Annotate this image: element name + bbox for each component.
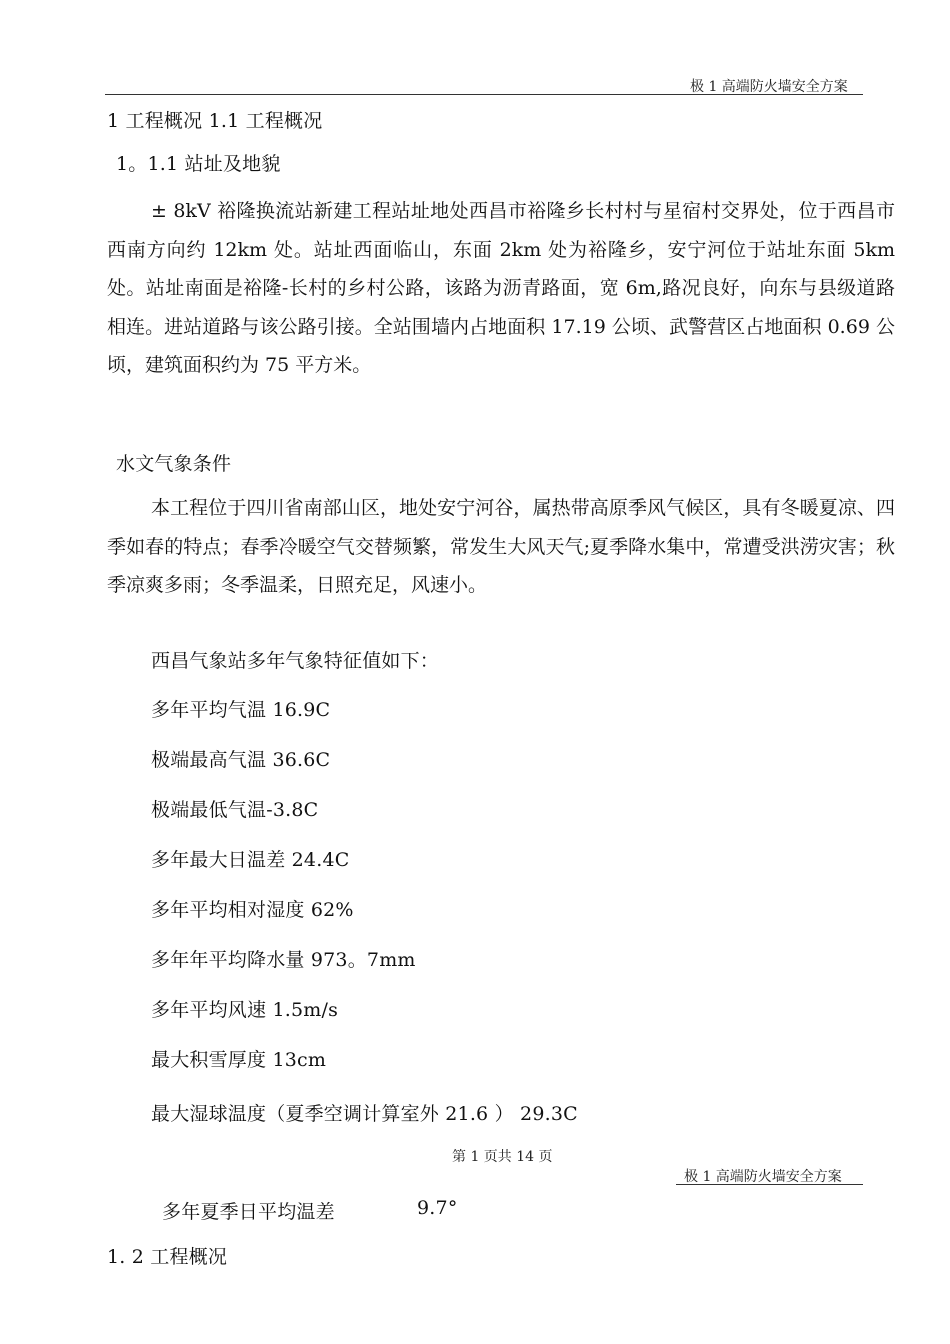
stat-item: 最大湿球温度（夏季空调计算室外 21.6 ） 29.3C — [151, 1103, 578, 1125]
stat-item: 极端最低气温-3.8C — [151, 799, 319, 821]
subsection-site-heading: 1。1.1 站址及地貌 — [116, 153, 281, 175]
stat-item: 多年平均相对湿度 62% — [151, 899, 354, 921]
next-page-header-rule — [676, 1184, 863, 1185]
page-footer: 第 1 页共 14 页 — [452, 1149, 553, 1165]
stats-intro: 西昌气象站多年气象特征值如下： — [151, 650, 440, 672]
header-rule — [105, 94, 863, 95]
stat-item: 极端最高气温 36.6C — [151, 749, 331, 771]
subsection-hydro-heading: 水文气象条件 — [116, 453, 232, 475]
stat-item: 多年平均气温 16.9C — [151, 699, 331, 721]
site-paragraph: ± 8kV 裕隆换流站新建工程站址地处西昌市裕隆乡长村村与星宿村交界处，位于西昌市西南方向约 12km 处。站址西面临山，东面 2km 处为裕隆乡，安宁河位于站址东面 5km 处。站址南面是裕隆-长村的乡村公路，该路为沥青路面，宽 6m,路况良好，向东与县级道路相连。进站道路与该公路引接。全站围墙内占地面积 17.19 公顷、武警营区占地面积 0.69 公顷，建筑面积约为 75 平方米。 — [107, 200, 895, 376]
header-title: 极 1 高端防火墙安全方案 — [690, 79, 848, 95]
stat-item: 多年年平均降水量 973。7mm — [151, 949, 416, 971]
stat-item: 多年最大日温差 24.4C — [151, 849, 350, 871]
stat-item: 多年平均风速 1.5m/s — [151, 999, 339, 1021]
stat-item: 最大积雪厚度 13cm — [151, 1049, 327, 1071]
section-heading: 1 工程概况 1.1 工程概况 — [107, 110, 323, 132]
next-page-header-title: 极 1 高端防火墙安全方案 — [684, 1169, 842, 1185]
summer-temp-label: 多年夏季日平均温差 — [162, 1201, 335, 1223]
summer-temp-value: 9.7° — [417, 1197, 458, 1219]
next-section-heading: 1. 2 工程概况 — [107, 1246, 228, 1268]
climate-paragraph: 本工程位于四川省南部山区，地处安宁河谷，属热带高原季风气候区，具有冬暖夏凉、四季如春的特点；春季冷暖空气交替频繁，常发生大风天气;夏季降水集中，常遭受洪涝灾害；秋季凉爽多雨；冬季温柔，日照充足，风速小。 — [107, 497, 895, 596]
